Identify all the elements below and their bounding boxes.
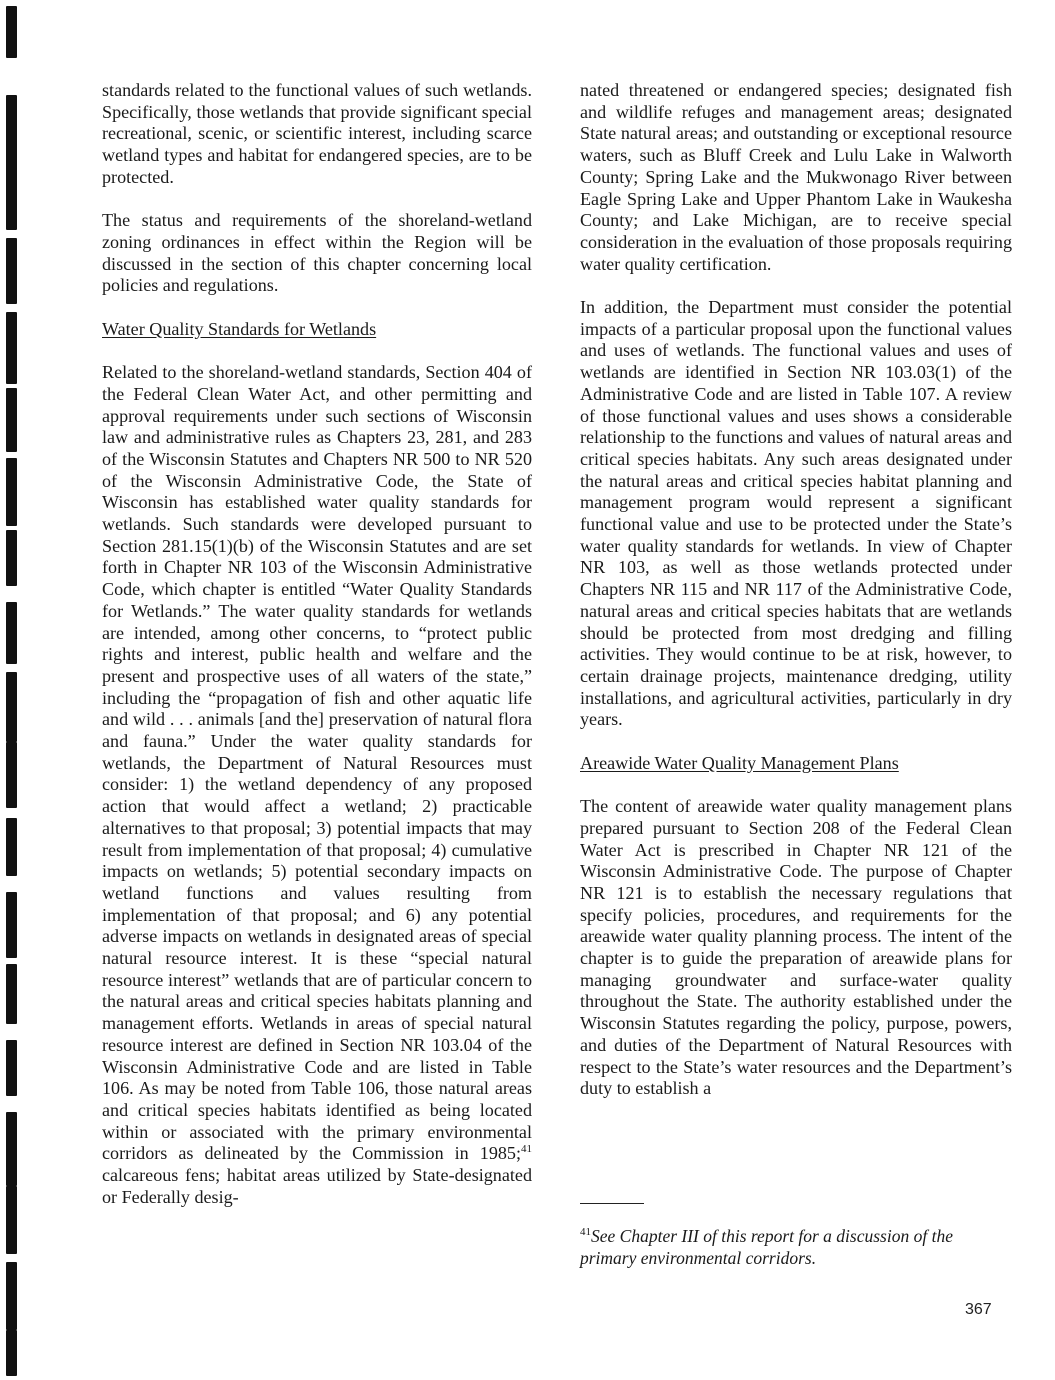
binding-mark [6,1112,17,1186]
right-paragraph-3: The content of areawide water quality management plans prepared pursuant to Section 208 of the Federal Clean Water Act is prescribed in Chapter NR 121 of the Wisconsin Administrative Code. The purpose of Chapter NR 121 is to establish the necessary regulations that specify policies, procedures, and requirements for the areawide water quality planning process. The intent of the chapter is to guide the preparation of areawide plans for managing groundwater and surface-water quality throughout the State. The authority established under the Wisconsin Statutes regarding the policy, purpose, powers, and duties of the Department of Natural Resources with respect to the State’s water resources and the Department’s duty to establish a [580,796,1012,1099]
footnote [580,1226,1012,1269]
binding-mark [6,458,17,526]
binding-mark [6,818,17,876]
footnote-text: See Chapter III of this report for a discussion of the primary environmental corridors. [580,1226,953,1268]
left-paragraph-3-text: Related to the shoreland-wetland standards, Section 404 of the Federal Clean Water Act, and other permitting and approval requirements under such sections of Wisconsin law and administrative rules as Chapters 23, 281, and 283 of the Wisconsin Statutes and Chapters NR 500 to NR 520 of the Wisconsin Administrative Code, the State of Wisconsin has established water quality standards for wetlands. Such standards were developed pursuant to Section 281.15(1)(b) of the Wisconsin Statutes and are set forth in Chapter NR 103 of the Wisconsin Administrative Code, which chapter is entitled “Water Quality Standards for Wetlands.” The water quality standards for wetlands are intended, among other concerns, to “protect public rights and interest, public health and welfare and the present and prospective uses of all waters of the state,” including the “propagation of fish and other aquatic life and wild . . . animals [and the] preservation of natural flora and fauna.” Under the water quality standards for wetlands, the Department of Natural Resources must consider: 1) the wetland dependency of any proposed action that would affect a wetland; 2) practicable alternatives to that proposal; 3) potential impacts that may result from implementation of that proposal; 4) cumulative impacts on wetlands; 5) potential secondary impacts on wetland functions and values resulting from implementation of that proposal; and 6) any potential adverse impacts on wetlands in designated areas of special natural resource interest. It is these “special natural resource interest” wetlands that are of particular concern to the natural areas and critical species habitats planning and management efforts. Wetlands in areas of special natural resource interest are defined in Section NR 103.04 of the Wisconsin Administrative Code and are listed in Table 106. As may be noted from Table 106, those natural areas and critical species habitats identified as being located within or associated with the primary environmental corridors as delineated by the Commission in 1985; [102,362,532,1164]
left-column [102,80,532,1209]
binding-mark [6,602,17,664]
binding-mark [6,672,17,742]
footnote-number: 41 [580,1226,591,1239]
left-paragraph-3-continuation: calcareous fens; habitat areas utilized by State-designated or Federally desig- [102,1165,532,1207]
left-paragraph-1: standards related to the functional values of such wetlands. Specifically, those wetlands that provide significant special recreational, scenic, or scientific interest, including scarce wetland types and habitat for endangered species, are to be protected. [102,80,532,187]
binding-marks [6,0,20,1380]
right-paragraph-1: nated threatened or endangered species; designated fish and wildlife refuges and management areas; designated State natural areas; and outstanding or exceptional resource waters, such as Bluff Creek and Lulu Lake in Walworth County; Spring Lake and the Mukwonago River between Eagle Spring Lake and Upper Phantom Lake in Waukesha County; and Lake Michigan, are to receive special consideration in the evaluation of those proposals requiring water quality certification. [580,80,1012,274]
footnote-reference: 41 [521,1143,532,1156]
binding-mark [6,168,17,230]
binding-mark [6,964,17,1024]
binding-mark [6,742,17,808]
footnote-divider [580,1203,644,1204]
section-heading-areawide-plans: Areawide Water Quality Management Plans [580,752,899,773]
page-number: 367 [965,1301,992,1318]
right-column [580,80,1012,1100]
binding-mark [6,1262,17,1330]
binding-mark [6,312,17,384]
binding-mark [6,6,17,58]
left-paragraph-3 [102,362,532,1208]
binding-mark [6,388,17,452]
right-paragraph-2: In addition, the Department must consider the potential impacts of a particular proposal upon the functional values and uses of wetlands. The functional values and uses of wetlands are identified in Section NR 103.03(1) of the Administrative Code and are listed in Table 107. A review of those functional values and uses shows a considerable relationship to the functions and values of natural areas and critical species habitats. Any such areas designated under the natural areas and critical species habitat planning and management program would represent a significant functional value and use to be protected under the State’s water quality standards for wetlands. In view of Chapter NR 103, as well as those wetlands protected under Chapters NR 115 and NR 117 of the Administrative Code, natural areas and critical species habitats that are wetlands should be protected from most dredging and filling activities. They would continue to be at risk, however, to certain drainage projects, maintenance dredging, utility installations, and agricultural activities, particularly in dry years. [580,297,1012,730]
left-paragraph-2: The status and requirements of the shoreland-wetland zoning ordinances in effect within the Region will be discussed in the section of this chapter concerning local policies and regulations. [102,210,532,296]
binding-mark [6,530,17,586]
binding-mark [6,1040,17,1096]
binding-mark [6,1330,17,1376]
binding-mark [6,95,17,177]
binding-mark [6,892,17,958]
binding-mark [6,238,17,304]
section-heading-water-quality-standards: Water Quality Standards for Wetlands [102,318,377,339]
binding-mark [6,1186,17,1254]
